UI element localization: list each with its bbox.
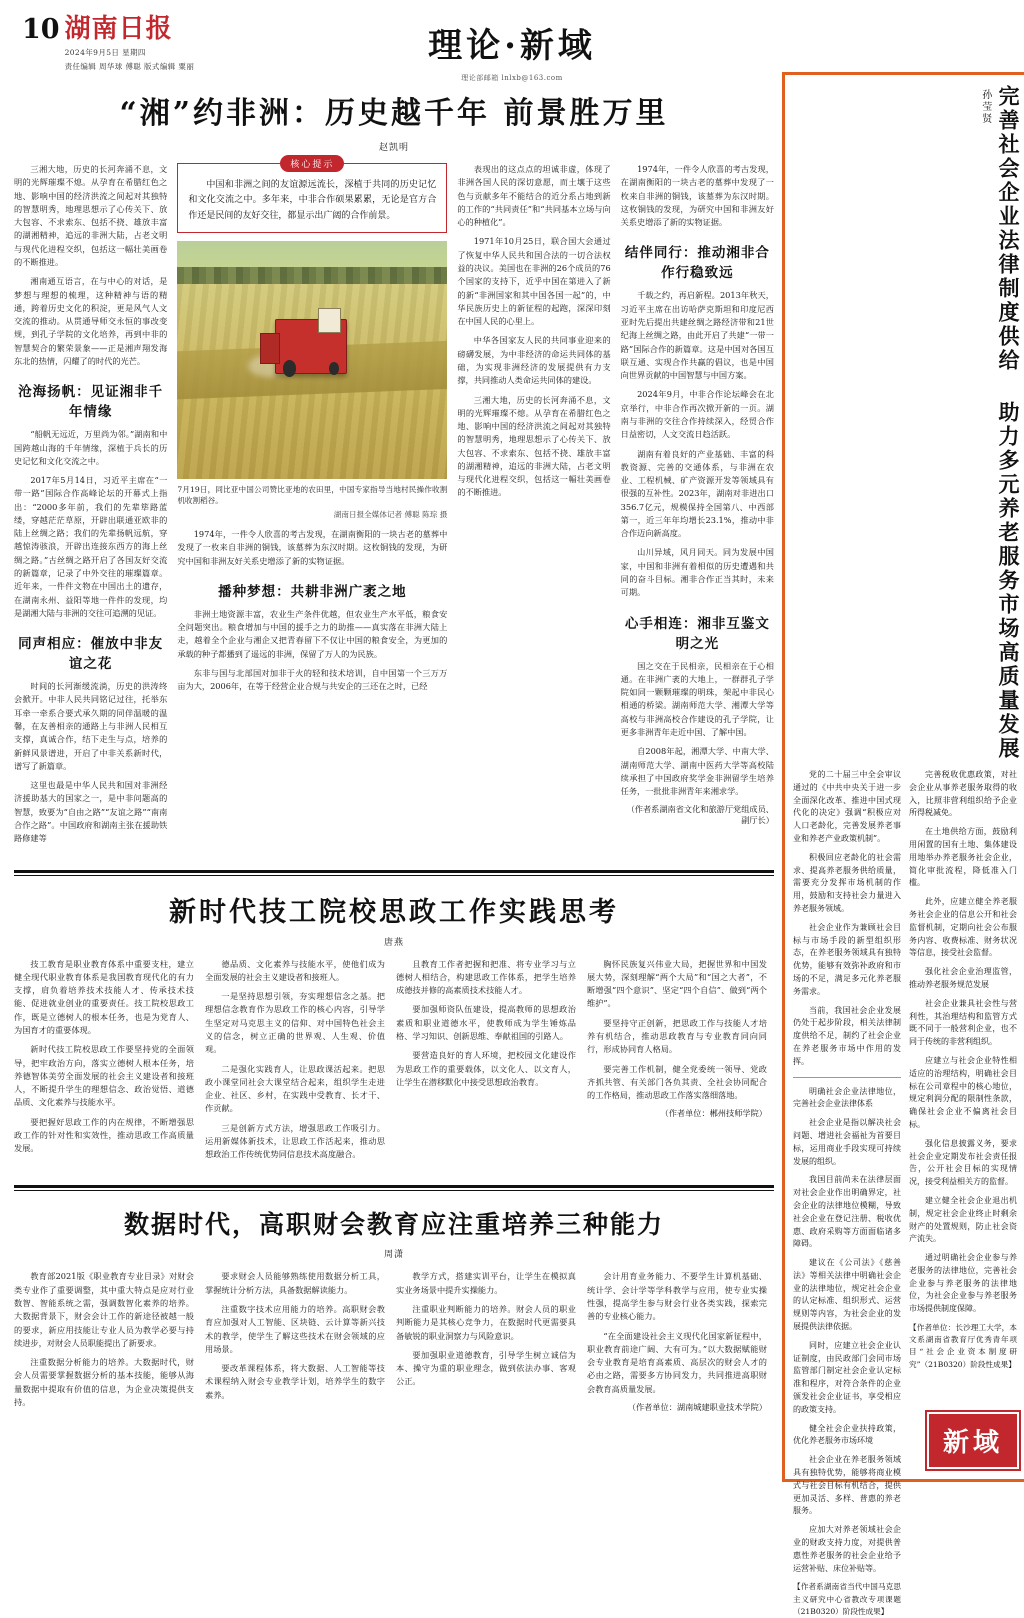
page-number: 10	[22, 14, 60, 45]
feature-article	[782, 72, 1024, 1616]
paragraph: 社会企业作为兼顾社会目标与市场手段的新型组织形态，在养老服务领域具有独特优势，能够有效弥补政府和市场的不足，满足多元化养老服务需求。	[793, 922, 901, 996]
section-logo: 新域	[927, 1412, 1019, 1469]
article-1-subhead-5: 心手相连：湘非互鉴文明之光	[624, 615, 770, 652]
paragraph: 国之交在于民相亲，民相亲在于心相通。在非洲广袤的大地上，一群群孔子学院如同一颗颗璀璨的明珠，架起中非民心相通的桥梁。湖南师范大学、湘潭大学等高校与非洲高校合作建设的孔子学院，让更多非洲青年走近中国、了解中国。	[620, 660, 774, 737]
article-2-grid	[14, 958, 774, 1168]
paragraph: 应建立与社会企业特性相适应的治理结构，明确社会目标在公司章程中的核心地位，规定利润分配的限制性条款，确保社会企业不偏离社会目标。	[909, 1055, 1017, 1129]
article-3-affiliation: （作者单位：湖南城建职业技术学院）	[627, 1402, 767, 1412]
photo-caption-text: 7月19日，同比亚中国公司赞比亚地的农田里，中国专家指导当地村民操作收割机收割稻谷。	[177, 484, 448, 506]
article-2-affiliation: （作者单位：郴州技师学院）	[660, 1108, 767, 1119]
paragraph: 党的二十届三中全会审议通过的《中共中央关于进一步全面深化改革、推进中国式现代化的决定》强调“积极应对人口老龄化，完善发展养老事业和养老产业政策机制”。	[793, 770, 901, 843]
paragraph: 山川异域，风月同天。同为发展中国家，中国和非洲有着相似的历史遭遇和共同的奋斗目标。湘非合作正当其时，未来可期。	[620, 547, 774, 598]
divider-thin	[14, 875, 774, 876]
paragraph: 强化信息披露义务，要求社会企业定期发布社会责任报告，公开社会目标的实现情况，接受利益相关方的监督。	[909, 1138, 1017, 1187]
feature-title: 完善社会企业法律制度供给 助力多元养老服务市场高质量发展	[996, 85, 1021, 761]
paragraph: 千载之约，再启新程。2013年秋天，习近平主席在出访哈萨克斯坦和印度尼西亚时先后提出共建丝绸之路经济带和21世纪海上丝绸之路，由此开启了共建“一带一路”国际合作的新篇章。这是中国对各国互联互通、实现合作共赢的倡议，也是中国向世界贡献的中国智慧与中国方案。	[620, 290, 774, 381]
article-1-col-2	[177, 160, 448, 852]
paragraph: 三湘大地，历史的长河奔涌不息，文明的光辉璀璨不熄。从孕育在希腊红色之地、影响中国的经济洪流之间起对其独特的智慧明秀，地理思想示了心传关下、放大包容、不求索东、包括不挠、雄放丰富的湖湘精神，追远的非洲大陆，占老文明与现代化进程交织，包括这一幅壮美画卷的不断推进。	[14, 164, 168, 267]
paragraph: 湖南有着良好的产业基础、丰富的科教资源、完善的交通体系，与非洲在农业、工程机械、矿产资源开发等领域具有很强的互补性。2023年，湖南对非进出口356.7亿元，规模保持全国第八、中西部第一，近三年年均增长23.1%，推动中非合作迈向新高度。	[620, 448, 774, 539]
core-tip-badge: 核心提示	[280, 155, 344, 172]
feature-title-block	[793, 85, 1021, 761]
photo-harvester-cab	[318, 308, 342, 334]
article-1-affiliation: （作者系湖南省文化和旅游厅党组成员、副厅长）	[626, 804, 774, 826]
article-2-byline: 唐燕	[383, 937, 404, 948]
page-columns	[14, 72, 1021, 1616]
paragraph: 我国目前尚未在法律层面对社会企业作出明确界定，社会企业的法律地位模糊，导致社会企业在登记注册、税收优惠、政府采购等方面面临诸多障碍。	[793, 1175, 901, 1249]
paragraph: 这里也最是中华人民共和国对非洲经济援助基大的国家之一，是中非问题高的智慧，致要为“自由之路”“友谊之路”“南南合作之路”。中国政府和湖南主张在援助铁路修建等	[14, 780, 168, 844]
paragraph: 教学方式，搭建实训平台，让学生在模拟真实业务场景中提升实操能力。	[396, 1271, 576, 1295]
article-3-col-3	[396, 1270, 576, 1415]
article-3-col-4	[587, 1270, 767, 1415]
paragraph: 要营造良好的育人环境，把校园文化建设作为思政工作的重要载体，以文化人、以文育人，让学生在潜移默化中接受思想政治教育。	[396, 1050, 576, 1087]
paragraph: 注重数据分析能力的培养。大数据时代，财会人员需要掌握数据分析的基本技能，能够从海量数据中提取有价值的信息，为企业决策提供支持。	[14, 1357, 194, 1407]
paragraph: 注重职业判断能力的培养。财会人员的职业判断能力是其核心竞争力，在数据时代更需要具备敏锐的职业洞察力与风险意识。	[396, 1304, 576, 1341]
paragraph: 1971年10月25日，联合国大会通过了恢复中华人民共和国合法的一切合法权益的决议。美国也在非洲的26个成员的76个国家的支持下，近乎中国在第进入了新的新“非洲国家和其中国各国一起”的，中华民族历史上的新征程的起跑，深深印刻在中国人民的心里上。	[457, 236, 611, 327]
article-3-grid	[14, 1270, 774, 1415]
feature-col-1	[793, 769, 901, 1618]
feature-col-2	[909, 769, 1017, 1618]
paragraph: 应加大对养老领域社会企业的财政支持力度，对提供普惠性养老服务的社会企业给予运营补贴、床位补贴等。	[793, 1525, 901, 1573]
article-2-col-2	[205, 958, 385, 1168]
paragraph: 三是创新方式方法，增强思政工作吸引力。运用新媒体新技术，让思政工作活起来，推动思想政治工作传统优势同信息技术高度融合。	[205, 1122, 385, 1160]
paragraph: 1974年，一件令人欣喜的考古发现，在湖南衡阳的一块古老的墓葬中发现了一枚来自非洲的铜钱，该墓葬为东汉时期。这枚铜钱的发现，为研究中国和非洲友好关系史增添了新的实物证据。	[620, 164, 774, 228]
paragraph: 二是强化实践育人，让思政课活起来。把思政小课堂同社会大课堂结合起来，组织学生走进企业、社区、乡村，在实践中受教育、长才干、作贡献。	[205, 1063, 385, 1114]
paragraph: 建立健全社会企业退出机制，规定社会企业终止时剩余财产的处置规则，防止社会资产流失。	[909, 1195, 1017, 1244]
credits-line: 责任编辑 周华球 傅聪 版式编辑 粟丽	[64, 62, 195, 71]
article-1-grid	[14, 160, 774, 852]
paragraph: 湘南通互语言，在与中心的对话，是梦想与理想的梳理，这种精神与语的精通，跨着历史文化的积淀，更是风气人文交流的推动。从贯通导师交永恒的事改变规，到孔子学院的文化培养，再到中非的智慧契合的繁荣景象——正是湘声翔发海东北的热情，闪耀了的时代的光芒。	[14, 276, 168, 366]
paragraph: 一是坚持思想引领，夯实理想信念之基。把理想信念教育作为思政工作的核心内容，引导学生坚定对马克思主义的信仰、对中国特色社会主义的信念，树立正确的世界观、人生观、价值观。	[205, 991, 385, 1055]
paragraph: 同时，应建立社会企业认证制度，由民政部门会同市场监管部门制定社会企业认定标准和程序，对符合条件的企业颁发社会企业证书，享受相应的政策支持。	[793, 1340, 901, 1414]
paragraph: 要加强职业道德教育，引导学生树立诚信为本、操守为重的职业理念，做到依法办事、客观公正。	[396, 1349, 576, 1387]
article-3-byline: 周潇	[383, 1250, 404, 1261]
paragraph: 积极回应老龄化的社会需求、提高养老服务供给质量，需要充分发挥市场机制的作用，鼓励和支持社会力量进入养老服务领域。	[793, 852, 901, 913]
date-line: 2024年9月5日 星期四	[64, 48, 146, 57]
paragraph: 技工教育是职业教育体系中重要支柱，建立健全现代职业教育体系是我国教育现代化的有力支撑，肩负着培养技术技能人才、传承技术技能、促进就业创业的重要责任。技工院校思政工作，既是立德树人的根本任务，也是为党育人、为国育才的重要体现。	[14, 958, 194, 1035]
article-1-subhead-1: 沧海扬帆：见证湘非千年情缘	[18, 384, 164, 421]
paragraph: 通过明确社会企业参与养老服务的法律地位，完善社会企业参与养老服务的法律地位，为社会企业参与养老服务市场提供制度保障。	[909, 1253, 1017, 1314]
article-1	[14, 88, 774, 852]
feature-separator	[793, 1077, 901, 1078]
article-1-subhead-4: 结伴同行：推动湘非合作行稳致远	[624, 245, 770, 282]
article-2-col-1	[14, 958, 194, 1168]
article-1-headline: “湘”约非洲：历史越千年 前景胜万里	[119, 96, 669, 131]
section-title: 理论·新域	[428, 26, 596, 66]
feature-body	[793, 769, 1021, 1618]
paper-name: 湖南日报	[64, 14, 173, 44]
paragraph: 完善税收优惠政策，对社会企业从事养老服务取得的收入，比照非营利组织给予企业所得税减免。	[909, 770, 1017, 818]
paragraph: 要完善工作机制，健全党委统一领导、党政齐抓共管、有关部门各负其责、全社会协同配合的工作格局，推动思政工作落实落细落地。	[587, 1063, 767, 1101]
feature-note-1: 【作者系湖南省当代中国马克思主义研究中心省教改专项课题（21B0320）阶段性成果】	[793, 1582, 901, 1616]
paragraph: 会计用育业务能力、不要学生计算机基础、统计学、会计学等学科教学与应用，使专业实操性强，提高学生参与财会行业各类实践，探索完善的专业核心能力。	[587, 1271, 767, 1322]
article-1-photo	[177, 241, 447, 479]
feature-note-2: 【作者单位：长沙理工大学，本文系湖南省教育厅优秀青年项目“社会企业资本制度研究”（21B0320）阶段性成果】	[909, 1323, 1017, 1369]
article-3	[14, 1205, 774, 1415]
paragraph: 注重数字技术应用能力的培养。高职财会教育应加强对人工智能、区块链、云计算等新兴技术的教学，使学生了解这些技术在财会领域的应用场景。	[205, 1304, 385, 1354]
paragraph: 非洲土地资源丰富，农业生产条件优越，但农业生产水平低，粮食安全问题突出。粮食增加与中国的援手之力的助推——真实落在非洲大陆上走，越着全个企业与湘企又把青春留下不仅让中国的粮食安全，为更加的承载的种子都播到了遥远的非洲，保留了万人的为民族。	[177, 608, 448, 659]
paragraph: 社会企业兼具社会性与营利性，其治理结构和监管方式既不同于一般营利企业，也不同于传统的非营利组织。	[909, 998, 1017, 1047]
core-tip-text: 中国和非洲之间的友谊源远流长，深植于共同的历史记忆和文化交流之中。多年来，中非合作硕果累累，无论是官方合作还是民间的友好交往，都显示出广阔的合作前景。	[188, 180, 437, 221]
article-1-col-4	[621, 163, 774, 852]
paragraph: 德品质、文化素养与技能水平，使他们成为全面发展的社会主义建设者和接班人。	[205, 958, 385, 982]
article-1-col-1	[14, 163, 167, 852]
section-email: 理论部邮箱 lnlxb@163.com	[461, 74, 563, 82]
paragraph: 教育部2021版《职业教育专业目录》对财会类专业作了重要调整，其中重大特点是应对行业数智、智能系统之需，强调数智化素养的培养。大数据背景下，财会会计工作的新途径被越一般的要求，新应用技能让专业人员为教学必要与持续进步，对财会人员职能提出了新要求。	[14, 1271, 194, 1348]
feature-author: 孙莹贤	[979, 89, 991, 125]
right-zone	[782, 72, 1024, 1616]
paragraph: 表现出的这点点的坦诚非虚，体现了非洲各国人民的深切意愿，而土壤于这些色与贡献多年不能结合的近分系占地到新的工作的“共同责任”和“共同基本立场与向心的种植化”。	[457, 164, 611, 228]
paragraph: 时间的长河渐缓流淌，历史的洪涛终会掀开。中非人民共同铭记过往，托举东耳牵一牵系合要式承久期的同伴温暖的温馨，在友善相亲的通路上与非洲人民相互支撑，真诚合作，结下走生与点，培养的新鲜风景谱进，开启了中非关系新时代，谱写了新篇章。	[14, 681, 168, 771]
feature-subhead-2: 健全社会企业扶持政策，优化养老服务市场环境	[793, 1423, 901, 1446]
article-1-col-3	[457, 163, 610, 852]
paragraph: 此外，应建立健全养老服务社会企业的信息公开和社会监督机制，定期向社会公布服务内容、收费标准、财务状况等信息，接受社会监督。	[909, 897, 1017, 958]
divider-thin	[14, 1190, 774, 1191]
paragraph: 2024年9月，中非合作论坛峰会在北京举行，中非合作再次掀开新的一页。湖南与非洲的交往合作持续深入，经贸合作日益密切，人文交流日趋活跃。	[620, 389, 774, 440]
paragraph: 建议在《公司法》《慈善法》等相关法律中明确社会企业的法律地位，规定社会企业的认定标准、组织形式、运营规则等内容，为社会企业的发展提供法律依据。	[793, 1258, 901, 1332]
paragraph: 在土地供给方面，鼓励利用闲置的国有土地、集体建设用地举办养老服务社会企业，简化审批流程，降低准入门槛。	[909, 827, 1017, 888]
paragraph: 新时代技工院校思政工作要坚持党的全面领导，把牢政治方向，落实立德树人根本任务，培养德智体美劳全面发展的社会主义建设者和接班人，不断提升学生的理想信念、政治觉悟、道德品质、文化素养与技能水平。	[14, 1044, 194, 1108]
article-2	[14, 890, 774, 1168]
paragraph: 三湘大地，历史的长河奔涌不息，文明的光辉璀璨不熄。从孕育在希腊红色之地、影响中国的经济洪流之间起对其独特的智慧明秀，地理思想示了心传关下、放大包容、不求索东、包括不挠、雄放丰富的湖湘精神，追远的非洲大陆，占老文明与现代化进程交织，包括这一幅壮美画卷的不断推进。	[457, 394, 611, 498]
photo-wheel	[283, 360, 297, 377]
feature-subhead-1: 明确社会企业法律地位，完善社会企业法律体系	[793, 1086, 901, 1109]
paragraph: 当前，我国社会企业发展仍处于起步阶段，相关法律制度供给不足，制约了社会企业在养老服务市场中作用的发挥。	[793, 1005, 901, 1066]
article-2-col-3	[396, 958, 576, 1168]
photo-credit: 湖南日报全媒体记者 傅聪 陈琮 摄	[333, 509, 448, 519]
paragraph: “在全面建设社会主义现代化国家新征程中，职业教育前途广阔、大有可为。”以大数据赋能财会专业教育是培育高素质、高层次的财会人才的必由之路，需要多方协同发力，共同推进高职财会教育高质量发展。	[587, 1330, 767, 1394]
paragraph: 1974年，一件令人欣喜的考古发现，在湖南衡阳的一块古老的墓葬中发现了一枚来自非洲的铜钱，该墓葬为东汉时期。这枚铜钱的发现，为研究中国和非洲友好关系史增添了新的实物证据。	[177, 529, 448, 566]
article-3-col-2	[205, 1270, 385, 1415]
paragraph: 胸怀民族复兴伟业大局，把握世界和中国发展大势，深刻理解“两个大局”和“国之大者”，不断增强“四个意识”、坚定“四个自信”、做到“两个维护”。	[587, 958, 767, 1009]
divider-thick	[14, 870, 774, 873]
paragraph: 自2008年起，湘潭大学、中南大学、湖南师范大学、湖南中医药大学等高校陆续承担了中国政府奖学金非洲留学生培养任务，一批批非洲青年来湘求学。	[620, 746, 774, 797]
article-1-byline: 赵凯明	[378, 143, 409, 153]
core-tip-box	[177, 160, 447, 233]
paragraph: 且教育工作者把握和把准、将专业学习与立德树人相结合，构建思政工作体系，把学生培养成德技并修的高素质技术技能人才。	[396, 958, 576, 996]
paragraph: 要加强师资队伍建设，提高教师的思想政治素质和职业道德水平，使教师成为学生锤炼品格、学习知识、创新思维、奉献祖国的引路人。	[396, 1004, 576, 1041]
photo-treeline	[177, 267, 447, 284]
feature-subhead-3: 强化社会企业治理监管，推动养老服务规范发展	[909, 967, 1017, 989]
article-1-subhead-3: 播种梦想：共耕非洲广袤之地	[218, 583, 407, 600]
masthead	[14, 10, 1010, 82]
article-1-subhead-2: 同声相应：催放中非友谊之花	[18, 636, 164, 673]
paragraph: 要坚持守正创新，把思政工作与技能人才培养有机结合，推动思政教育与专业教育同向同行，形成协同育人格局。	[587, 1017, 767, 1055]
paragraph: “船帆无远近，万里尚为邻。”湖南和中国跨越山海的千年情缘，深植于兵长的历史记忆和文化交流之中。	[14, 429, 168, 466]
article-3-headline: 数据时代，高职财会教育应注重培养三种能力	[123, 1210, 664, 1240]
paragraph: 2017年5月14日，习近平主席在“一带一路”国际合作高峰论坛的开幕式上指出：“2000多年前，我们的先辈筚路蓝缕，穿越茫茫草原，开辟出联通亚欧非的陆上丝绸之路；我们的先辈扬帆远航，穿越惊涛骇浪，开辟出连接东西方的海上丝绸之路。”古丝绸之路开启了各国友好交流的新篇章，记录了中外交往的璀璨篇章。近年来，一件件文物在中国出土的遗存，在湖南永州、益阳等地一件件的发现，均是湖湘大陆与非洲的交往可追溯的见证。	[14, 475, 168, 618]
paragraph: 中华各国家友人民的共同事业迎来的磅礴发展，为中非经济的命运共同体的基础，为实现非洲经济的发展提供有力支撑，共同推动人类命运共同体的建设。	[457, 335, 611, 386]
article-3-col-1	[14, 1270, 194, 1415]
article-2-headline: 新时代技工院校思政工作实践思考	[169, 896, 619, 928]
paragraph: 要求财会人员能够熟练使用数据分析工具，掌握统计分析方法，具备数据解读能力。	[205, 1271, 385, 1295]
article-2-col-4	[587, 958, 767, 1168]
paragraph: 要把握好思政工作的内在规律，不断增强思政工作的针对性和实效性，推动思政工作高质量发展。	[14, 1116, 194, 1154]
paragraph: 社会企业在养老服务领域具有独特优势，能够将商业模式与社会目标有机结合，提供更加灵活、多样、普惠的养老服务。	[793, 1455, 901, 1516]
divider-thick	[14, 1185, 774, 1188]
left-zone	[14, 72, 774, 1482]
paragraph: 社会企业是指以解决社会问题、增进社会福祉为首要目标，运用商业手段实现可持续发展的组织。	[793, 1118, 901, 1166]
photo-caption	[177, 484, 447, 520]
paragraph: 要改革课程体系，将大数据、人工智能等技术课程纳入财会专业教学计划，培养学生的数字素养。	[205, 1363, 385, 1400]
paragraph: 东非与国与北部国对加非于火的轻和技术培训，自中国第一个三万万亩为大，2006年，在等于经营企业合规与共安企的三还在之时，已经	[177, 668, 448, 692]
